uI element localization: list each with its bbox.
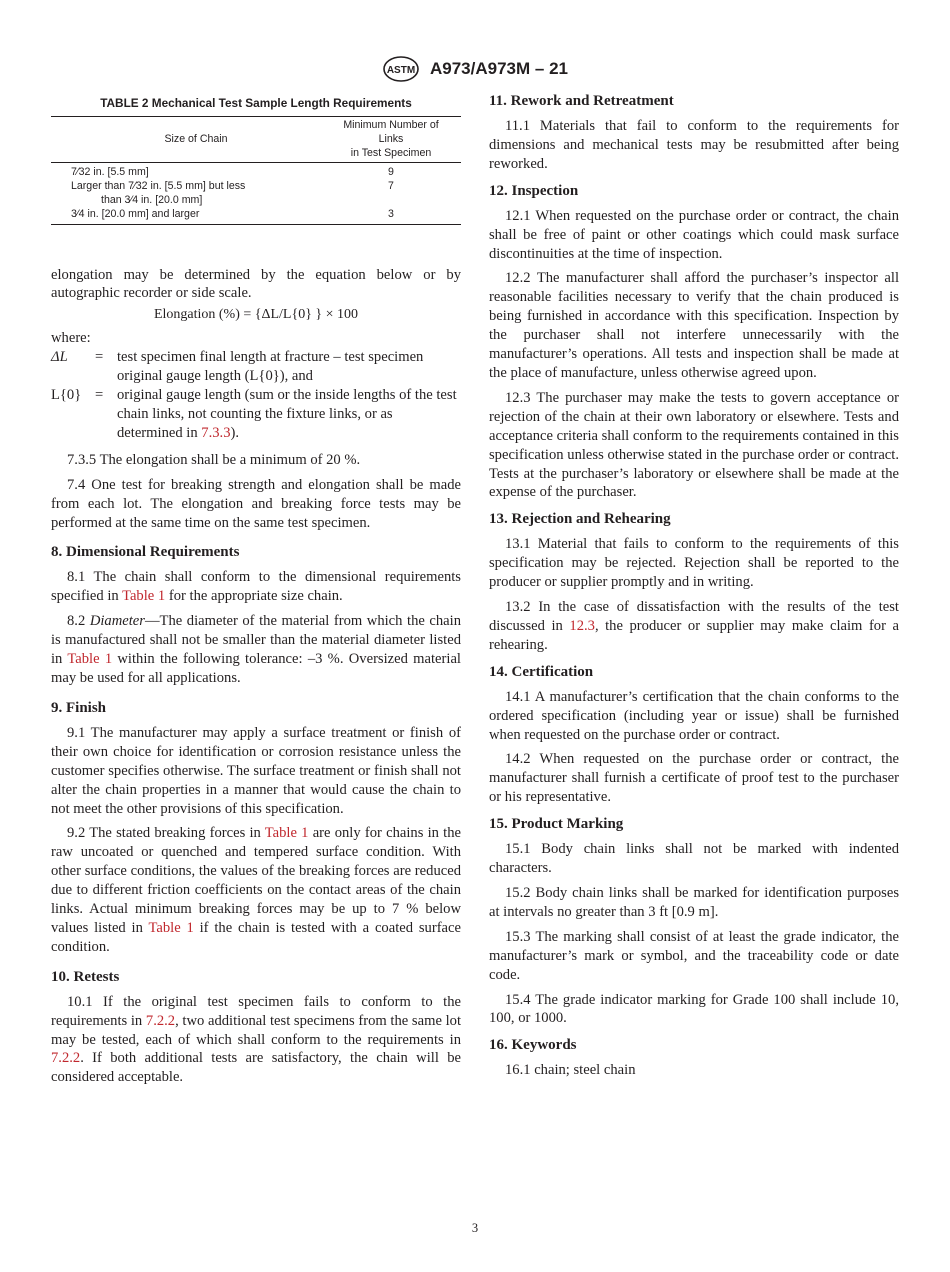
- definition-item: L{0} = original gauge length (sum or the inside lengths of the test chain links, not counting the fixture links, or as determined in 7.3.3).: [51, 387, 457, 441]
- table-2-title: TABLE 2 Mechanical Test Sample Length Requirements: [100, 96, 412, 110]
- table-1-link[interactable]: Table 1: [264, 825, 309, 842]
- paragraph-14-2: 14.2 When requested on the purchase order or contract, the manufacturer shall furnish a certificate of proof test to the purchaser or his representative.: [489, 751, 899, 806]
- definition-item: ΔL = test specimen final length at fracture – test specimen original gauge length (L{0}), and: [51, 349, 424, 385]
- paragraph: elongation may be determined by the equation below or by autographic recorder or side scale.: [51, 266, 461, 302]
- page-number: 3: [471, 1221, 479, 1235]
- paragraph-11-1: 11.1 Materials that fail to conform to the requirements for dimensions and mechanical tests may be resubmitted after being reworked.: [489, 118, 899, 172]
- svg-text:ASTM: ASTM: [386, 65, 416, 76]
- section-15-heading: 15. Product Marking: [489, 816, 624, 833]
- table-row: 7⁄32 in. [5.5 mm] 9: [71, 166, 394, 179]
- ref-7-3-3-link[interactable]: 7.3.3: [201, 424, 231, 441]
- right-column: [489, 92, 899, 1080]
- section-11-heading: 11. Rework and Retreatment: [489, 93, 674, 109]
- section-16-heading: 16. Keywords: [489, 1037, 577, 1054]
- paragraph-10-1: 10.1 If the original test specimen fails to conform to the requirements in 7.2.2, two additional test specimens from the same lot may be tested, each of which shall conform to the requirements in 7.2.2. If both additional tests are satisfactory, the chain will be considered acceptable.: [51, 993, 461, 1086]
- paragraph-13-2: 13.2 In the case of dissatisfaction with the results of the test discussed in 12.3, the producer or supplier may make claim for a rehearing.: [489, 599, 899, 653]
- table-2: [51, 116, 461, 225]
- table-1-link[interactable]: Table 1: [67, 651, 113, 668]
- section-12-heading: 12. Inspection: [489, 182, 579, 199]
- table-row: 3⁄4 in. [20.0 mm] and larger 3: [51, 208, 461, 224]
- paragraph-16-1: 16.1 chain; steel chain: [505, 1062, 636, 1079]
- paragraph-15-4: 15.4 The grade indicator marking for Grade 100 shall include 10, 100, or 1000.: [489, 991, 899, 1027]
- section-13-heading: 13. Rejection and Rehearing: [489, 511, 671, 528]
- section-10-heading: 10. Retests: [51, 968, 120, 985]
- paragraph-13-1: 13.1 Material that fails to conform to the requirements of this specification may be rejected. Rejection shall be reported to the producer or supplier promptly and in writing.: [489, 536, 899, 591]
- paragraph-9-2: 9.2 The stated breaking forces in Table 1 are only for chains in the raw uncoated or quenched and tempered surface condition. With other surface conditions, the values of the breaking forces are reduced due to different friction coefficients on the contact areas of the chain links. Actual minimum breaking forces may be up to 7 % below values listed in Table 1 if the chain is tested with a coated surface condition.: [51, 825, 461, 955]
- table-header-size: Size of Chain: [51, 117, 321, 163]
- paragraph-7-3-5: 7.3.5 The elongation shall be a minimum of 20 %.: [67, 451, 361, 468]
- table-1-link[interactable]: Table 1: [122, 588, 166, 605]
- paragraph-12-1: 12.1 When requested on the purchase order or contract, the chain shall be free of paint or other coatings which could mask surface discontinuities at the time of inspection.: [489, 207, 899, 262]
- table-header-links: Minimum Number of Links in Test Specimen: [321, 117, 461, 163]
- paragraph-15-3: 15.3 The marking shall consist of at least the grade indicator, the manufacturer’s mark or symbol, and the traceability code or date code.: [489, 928, 899, 983]
- page-header: [0, 56, 950, 82]
- paragraph-12-2: 12.2 The manufacturer shall afford the purchaser’s inspector all reasonable facilities necessary to verify that the chain produced is being furnished in accordance with this specification. Inspection by the purchaser shall not interfere unnecessarily with the manufacturer’s operations. All tests and inspection shall be made at the place of manufacture, unless otherwise agreed upon.: [489, 270, 899, 381]
- paragraph-15-1: 15.1 Body chain links shall not be marked with indented characters.: [489, 841, 899, 877]
- paragraph-15-2: 15.2 Body chain links shall be marked for identification purposes at intervals no greater than 3 ft [0.9 m].: [489, 885, 899, 920]
- section-9-heading: 9. Finish: [51, 699, 107, 716]
- table-row: Larger than 7⁄32 in. [5.5 mm] but less than 3⁄4 in. [20.0 mm] 7: [71, 180, 394, 206]
- paragraph-9-1: 9.1 The manufacturer may apply a surface treatment or finish of their own choice for identification or corrosion resistance unless the customer specifies otherwise. The surface treatment or finish shall not alter the chain properties in a manner that would cause the chain to not meet the other provisions of this specification.: [51, 724, 461, 817]
- section-14-heading: 14. Certification: [489, 663, 594, 680]
- paragraph-7-4: 7.4 One test for breaking strength and elongation shall be made from each lot. The elongation and breaking force tests may be performed at the same time on the same test specimen.: [51, 476, 461, 531]
- definition-list: [51, 348, 461, 443]
- table-1-link[interactable]: Table 1: [148, 919, 194, 936]
- ref-7-2-2-link[interactable]: 7.2.2: [51, 1050, 81, 1067]
- where-label: where:: [51, 330, 91, 347]
- paragraph-14-1: 14.1 A manufacturer’s certification that the chain conforms to the ordered specification (including year or issue) shall be furnished when requested on the purchase order or contract.: [489, 688, 899, 743]
- elongation-equation: Elongation (%) = {ΔL/L{0} } × 100: [153, 307, 359, 323]
- ref-7-2-2-link[interactable]: 7.2.2: [145, 1012, 176, 1029]
- paragraph-8-1: 8.1 The chain shall conform to the dimensional requirements specified in Table 1 for the appropriate size chain.: [51, 569, 461, 605]
- left-column: [51, 92, 461, 1087]
- paragraph-12-3: 12.3 The purchaser may make the tests to govern acceptance or rejection of the chain at their own laboratory or elsewhere. Tests and acceptance criteria shall conform to the requirements contained in this specification unless otherwise stated in the purchase order or contract. Tests at the purchaser’s laboratory or elsewhere shall be made at the expense of the purchaser.: [489, 389, 899, 501]
- document-designation: A973/A973M – 21: [430, 59, 568, 78]
- section-8-heading: 8. Dimensional Requirements: [51, 544, 240, 561]
- paragraph-8-2: 8.2 Diameter—The diameter of the material from which the chain is manufactured shall not be smaller than the material diameter listed in Table 1 within the following tolerance: –3 %. Oversized material may be used for all applications.: [51, 613, 462, 686]
- astm-logo-icon: [382, 56, 420, 82]
- ref-12-3-link[interactable]: 12.3: [569, 617, 595, 634]
